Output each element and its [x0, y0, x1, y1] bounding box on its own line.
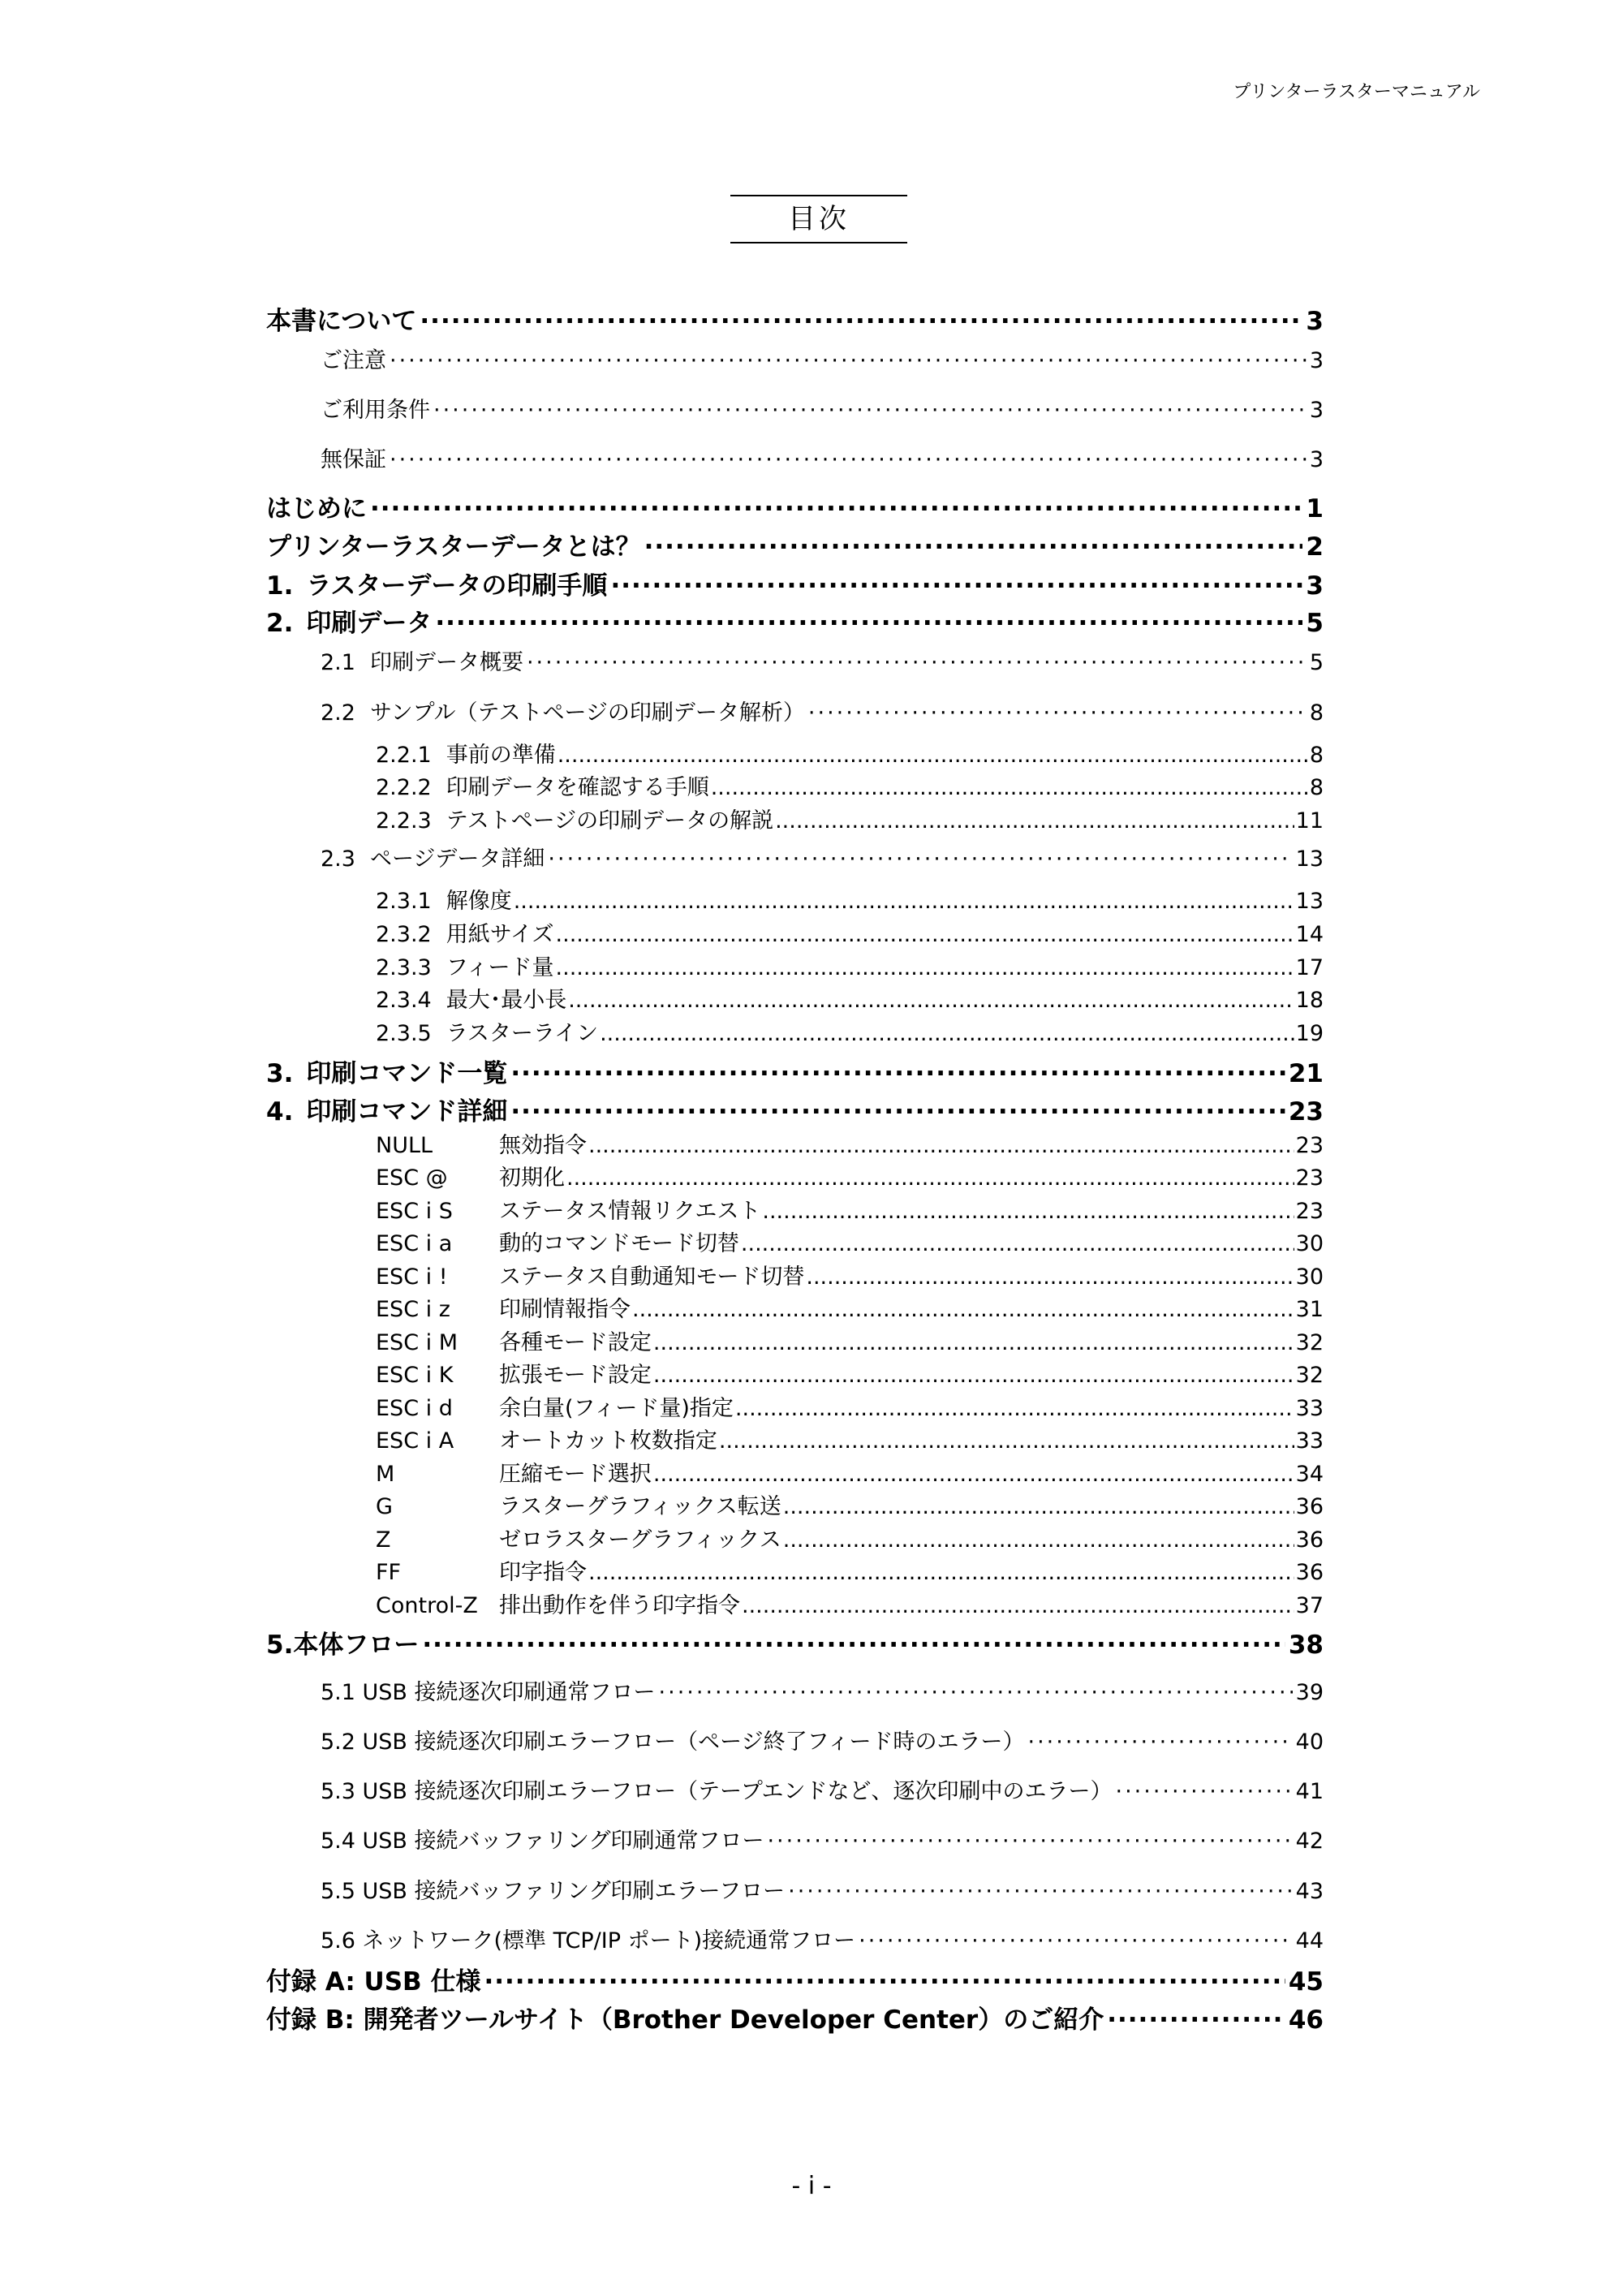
toc-dot-leader — [767, 1829, 1292, 1854]
toc-entry-page-number: 39 — [1295, 1680, 1324, 1705]
toc-entry-command: M — [376, 1462, 395, 1487]
toc-entry-label: 用紙サイズ — [446, 922, 554, 947]
toc-entry[interactable] — [266, 1999, 1324, 2035]
toc-dot-leader — [806, 1264, 1294, 1290]
toc-entry[interactable] — [266, 1624, 1324, 1661]
toc-entry-page-number: 42 — [1295, 1829, 1324, 1854]
toc-entry-label: 付録 B: 開発者ツールサイト（Brother Developer Center）のご紹介 — [266, 2005, 1104, 2035]
toc-entry-number: 2.2.1 — [376, 743, 432, 768]
toc-entry-page-number: 41 — [1295, 1779, 1324, 1804]
toc-dot-leader — [527, 650, 1307, 675]
toc-entry-page-number: 5 — [1306, 609, 1324, 638]
toc-entry-label: 余白量(フィード量)指定 — [499, 1396, 734, 1421]
toc-entry-label: 印刷コマンド一覧 — [306, 1059, 508, 1088]
toc-entry-label: 5.本体フロー — [266, 1630, 420, 1660]
toc-entry-number: 2.3.2 — [376, 922, 432, 947]
toc-dot-leader — [808, 700, 1307, 726]
toc-entry-label: 印字指令 — [499, 1560, 587, 1585]
toc-dot-leader — [711, 775, 1308, 800]
toc-entry[interactable] — [376, 1390, 1324, 1422]
toc-dot-leader — [741, 1231, 1294, 1256]
toc-entry-label: 5.5 USB 接続バッファリング印刷エラーフロー — [321, 1879, 786, 1904]
toc-entry-page-number: 14 — [1295, 922, 1324, 947]
toc-entry-page-number: 3 — [1309, 447, 1324, 472]
toc-entry-label: 5.4 USB 接続バッファリング印刷通常フロー — [321, 1829, 764, 1854]
toc-entry-command: ESC i A — [376, 1428, 454, 1454]
toc-entry[interactable] — [376, 883, 1324, 915]
toc-entry-label: 最大･最小長 — [446, 988, 567, 1013]
toc-entry-label: 印刷データ概要 — [369, 650, 523, 675]
toc-entry[interactable] — [321, 695, 1324, 726]
toc-entry-label: 初期化 — [499, 1165, 565, 1191]
toc-entry-label: 付録 A: USB 仕様 — [266, 1967, 481, 1997]
toc-entry-page-number: 3 — [1306, 571, 1324, 601]
toc-entry-label: はじめに — [266, 494, 367, 523]
toc-entry-page-number: 8 — [1309, 700, 1324, 726]
toc-entry-command: ESC i ! — [376, 1264, 448, 1290]
toc-entry-page-number: 43 — [1295, 1879, 1324, 1904]
toc-entry-label: 事前の準備 — [446, 743, 556, 768]
toc-entry-page-number: 38 — [1288, 1630, 1324, 1660]
toc-entry-page-number: 3 — [1306, 307, 1324, 336]
toc-entry[interactable] — [321, 1873, 1324, 1905]
toc-entry[interactable] — [376, 1015, 1324, 1047]
toc-entry-command: ESC i d — [376, 1396, 453, 1421]
toc-dot-leader — [653, 1330, 1294, 1355]
toc-dot-leader — [510, 1097, 1285, 1126]
toc-entry-number: 2.2.3 — [376, 808, 432, 834]
toc-entry-label: ステータス情報リクエスト — [499, 1199, 761, 1224]
toc-entry-number: 2.3.5 — [376, 1021, 432, 1046]
toc-entry-label: フィード量 — [446, 955, 554, 980]
toc-entry-label: 解像度 — [446, 889, 512, 914]
toc-entry-page-number: 30 — [1295, 1264, 1324, 1290]
toc-entry[interactable] — [376, 1357, 1324, 1389]
toc-entry-page-number: 36 — [1295, 1494, 1324, 1519]
toc-entry-page-number: 46 — [1288, 2005, 1324, 2035]
toc-entry-page-number: 23 — [1295, 1133, 1324, 1158]
toc-entry-page-number: 2 — [1306, 532, 1324, 562]
toc-dot-leader — [659, 1680, 1293, 1705]
toc-entry[interactable] — [376, 1193, 1324, 1225]
toc-dot-leader — [859, 1928, 1293, 1954]
toc-entry[interactable] — [376, 1522, 1324, 1553]
toc-entry-label: ステータス自動通知モード切替 — [499, 1264, 805, 1290]
toc-entry-label: 無保証 — [321, 447, 386, 472]
toc-dot-leader — [556, 922, 1294, 947]
toc-entry-label: 無効指令 — [499, 1133, 587, 1158]
toc-entry-page-number: 30 — [1295, 1231, 1324, 1256]
toc-dot-leader — [783, 1527, 1294, 1553]
toc-entry[interactable] — [376, 982, 1324, 1014]
toc-entry-page-number: 32 — [1295, 1363, 1324, 1388]
toc-entry[interactable] — [376, 803, 1324, 834]
toc-entry-number: 2.2 — [321, 700, 355, 726]
toc-entry-label: 拡張モード設定 — [499, 1363, 652, 1388]
toc-entry-page-number: 3 — [1309, 398, 1324, 423]
toc-entry[interactable] — [266, 300, 1324, 337]
toc-entry-number: 2.3.3 — [376, 955, 432, 980]
toc-entry-command: NULL — [376, 1133, 433, 1158]
toc-entry-page-number: 11 — [1295, 808, 1324, 834]
toc-entry-command: ESC i z — [376, 1297, 450, 1322]
toc-entry-command: ESC i S — [376, 1199, 453, 1224]
toc-entry[interactable] — [266, 565, 1324, 601]
toc-entry[interactable] — [376, 1554, 1324, 1586]
toc-dot-leader — [435, 609, 1302, 638]
toc-entry-label: 各種モード設定 — [499, 1330, 652, 1355]
toc-entry[interactable] — [376, 1291, 1324, 1323]
toc-entry-number: 2. — [266, 609, 294, 638]
toc-dot-leader — [632, 1297, 1294, 1322]
toc-entry-page-number: 33 — [1295, 1396, 1324, 1421]
toc-dot-leader — [653, 1363, 1294, 1388]
toc-entry-page-number: 5 — [1309, 650, 1324, 675]
toc-entry[interactable] — [376, 916, 1324, 948]
toc-entry-number: 2.2.2 — [376, 775, 432, 800]
toc-entry-command: ESC i a — [376, 1231, 453, 1256]
toc-entry-label: 5.6 ネットワーク(標準 TCP/IP ポート)接続通常フロー — [321, 1928, 856, 1954]
toc-dot-leader — [600, 1021, 1294, 1046]
toc-entry-page-number: 23 — [1295, 1199, 1324, 1224]
toc-entry-page-number: 19 — [1295, 1021, 1324, 1046]
toc-entry[interactable] — [376, 1226, 1324, 1257]
toc-entry[interactable] — [266, 526, 1324, 562]
toc-entry[interactable] — [321, 1674, 1324, 1706]
toc-entry[interactable] — [321, 644, 1324, 676]
toc-entry[interactable] — [376, 737, 1324, 769]
toc-entry-number: 3. — [266, 1059, 294, 1088]
toc-entry[interactable] — [376, 1488, 1324, 1520]
toc-dot-leader — [653, 1462, 1294, 1487]
toc-entry-page-number: 44 — [1295, 1928, 1324, 1954]
toc-entry-label: ラスターライン — [446, 1021, 599, 1046]
toc-entry-label: ページデータ詳細 — [369, 846, 545, 872]
toc-entry-number: 2.1 — [321, 650, 355, 675]
toc-entry-page-number: 13 — [1295, 846, 1324, 872]
toc-entry[interactable] — [266, 488, 1324, 524]
toc-entry-label: 5.1 USB 接続逐次印刷通常フロー — [321, 1680, 656, 1705]
toc-entry-page-number: 37 — [1295, 1593, 1324, 1618]
toc-entry[interactable] — [266, 1053, 1324, 1089]
toc-entry-command: ESC @ — [376, 1165, 448, 1191]
toc-entry-label: プリンターラスターデータとは？ — [266, 532, 641, 562]
toc-entry-label: テストページの印刷データの解説 — [446, 808, 774, 834]
toc-entry-label: 5.2 USB 接続逐次印刷エラーフロー（ページ終了フィード時のエラー） — [321, 1730, 1025, 1755]
toc-dot-leader — [370, 494, 1302, 523]
toc-entry[interactable] — [321, 1823, 1324, 1854]
toc-entry-command: G — [376, 1494, 393, 1519]
toc-entry-page-number: 34 — [1295, 1462, 1324, 1487]
toc-entry-label: ラスターグラフィックス転送 — [499, 1494, 781, 1519]
toc-dot-leader — [775, 808, 1294, 834]
toc-entry-page-number: 23 — [1288, 1097, 1324, 1126]
toc-entry-page-number: 23 — [1295, 1165, 1324, 1191]
toc-entry-command: ESC i M — [376, 1330, 458, 1355]
toc-entry-page-number: 36 — [1295, 1560, 1324, 1585]
toc-entry[interactable] — [376, 769, 1324, 801]
toc-entry-page-number: 13 — [1295, 889, 1324, 914]
toc-entry-page-number: 1 — [1306, 494, 1324, 523]
toc-entry-page-number: 32 — [1295, 1330, 1324, 1355]
toc-entry[interactable] — [376, 1423, 1324, 1454]
toc-dot-leader — [510, 1059, 1285, 1088]
toc-entry[interactable] — [266, 1961, 1324, 1997]
toc-dot-leader — [788, 1879, 1293, 1904]
toc-dot-leader — [735, 1396, 1294, 1421]
toc-entry[interactable] — [321, 392, 1324, 424]
toc-dot-leader — [484, 1967, 1285, 1997]
toc-dot-leader — [783, 1494, 1294, 1519]
toc-entry[interactable] — [321, 1923, 1324, 1954]
toc-entry[interactable] — [376, 1325, 1324, 1356]
toc-entry-page-number: 8 — [1309, 743, 1324, 768]
toc-entry[interactable] — [321, 342, 1324, 374]
toc-entry-command: ESC i K — [376, 1363, 454, 1388]
toc-dot-leader — [588, 1560, 1294, 1585]
toc-entry[interactable] — [376, 950, 1324, 981]
toc-dot-leader — [568, 988, 1294, 1013]
toc-entry-number: 4. — [266, 1097, 294, 1126]
toc-entry-number: 2.3.4 — [376, 988, 432, 1013]
toc-entry-label: ゼロラスターグラフィックス — [499, 1527, 781, 1553]
toc-dot-leader — [556, 955, 1294, 980]
toc-entry-label: 本書について — [266, 307, 417, 336]
toc-dot-leader — [644, 532, 1303, 562]
toc-entry[interactable] — [321, 1724, 1324, 1755]
toc-entry-page-number: 33 — [1295, 1428, 1324, 1454]
toc-entry-page-number: 17 — [1295, 955, 1324, 980]
toc-dot-leader — [558, 743, 1308, 768]
toc-entry-page-number: 40 — [1295, 1730, 1324, 1755]
toc-entry-label: サンプル（テストページの印刷データ解析） — [369, 700, 805, 726]
toc-entry-label: ご利用条件 — [321, 398, 430, 423]
toc-entry-page-number: 8 — [1309, 775, 1324, 800]
toc-entry-command: FF — [376, 1560, 402, 1585]
toc-entry-label: 排出動作を伴う印字指令 — [499, 1593, 740, 1618]
toc-dot-leader — [514, 889, 1294, 914]
toc-dot-leader — [762, 1199, 1294, 1224]
toc-dot-leader — [719, 1428, 1294, 1454]
toc-entry-page-number: 3 — [1309, 348, 1324, 373]
toc-entry[interactable] — [321, 442, 1324, 473]
toc-entry-label: ご注意 — [321, 348, 386, 373]
toc-entry[interactable] — [266, 1091, 1324, 1127]
toc-entry[interactable] — [376, 1127, 1324, 1159]
toc-entry-command: Z — [376, 1527, 391, 1553]
toc-dot-leader — [1027, 1730, 1292, 1755]
toc-dot-leader — [742, 1593, 1294, 1618]
toc-entry-label: 動的コマンドモード切替 — [499, 1231, 739, 1256]
toc-dot-leader — [420, 307, 1302, 336]
toc-entry-page-number: 18 — [1295, 988, 1324, 1013]
toc-entry-label: 印刷情報指令 — [499, 1297, 631, 1322]
page-number: - i - — [791, 2172, 832, 2200]
toc-entry-page-number: 36 — [1295, 1527, 1324, 1553]
toc-entry-page-number: 45 — [1288, 1967, 1324, 1997]
toc-entry-label: 印刷コマンド詳細 — [306, 1097, 508, 1126]
toc-entry-label: 印刷データ — [306, 609, 433, 638]
toc-entry-number: 1. — [266, 571, 294, 601]
toc-dot-leader — [1115, 1779, 1292, 1804]
toc-entry-label: オートカット枚数指定 — [499, 1428, 717, 1454]
toc-entry[interactable] — [376, 1587, 1324, 1619]
toc-entry-number: 2.3 — [321, 846, 355, 872]
toc-dot-leader — [433, 398, 1307, 423]
toc-dot-leader — [566, 1165, 1294, 1191]
toc-dot-leader — [1107, 2005, 1285, 2035]
toc-title: 目次 — [730, 195, 907, 243]
toc-entry-page-number: 21 — [1288, 1059, 1324, 1088]
toc-entry[interactable] — [321, 1773, 1324, 1805]
toc-entry-label: ラスターデータの印刷手順 — [306, 571, 608, 601]
toc-entry-number: 2.3.1 — [376, 889, 432, 914]
toc-entry-label: 圧縮モード選択 — [499, 1462, 652, 1487]
toc-entry[interactable] — [321, 841, 1324, 872]
toc-entry-command: Control-Z — [376, 1593, 478, 1618]
toc-entry-page-number: 31 — [1295, 1297, 1324, 1322]
toc-dot-leader — [588, 1133, 1294, 1158]
toc-entry[interactable] — [376, 1456, 1324, 1488]
toc-dot-leader — [390, 447, 1307, 472]
toc-entry[interactable] — [376, 1259, 1324, 1290]
toc-entry[interactable] — [266, 602, 1324, 639]
toc-entry-label: 印刷データを確認する手順 — [446, 775, 709, 800]
toc-dot-leader — [610, 571, 1302, 601]
toc-entry[interactable] — [376, 1160, 1324, 1191]
toc-dot-leader — [548, 846, 1292, 872]
toc-entry-label: 5.3 USB 接続逐次印刷エラーフロー（テープエンドなど、逐次印刷中のエラー） — [321, 1779, 1113, 1804]
toc-dot-leader — [422, 1630, 1285, 1660]
running-header: プリンターラスターマニュアル — [1233, 82, 1480, 102]
toc-dot-leader — [390, 348, 1307, 373]
